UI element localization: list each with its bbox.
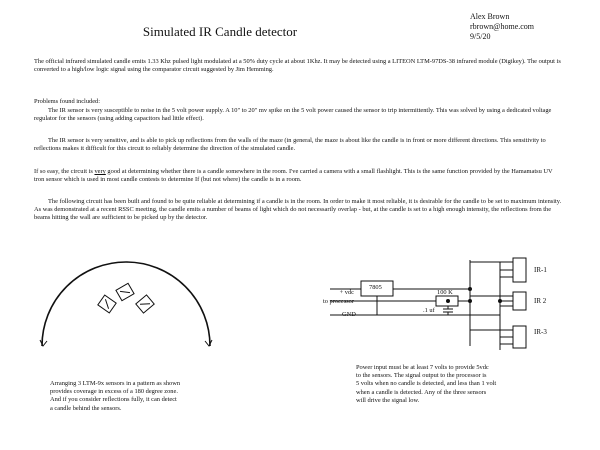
arc-arrow-right (205, 340, 212, 346)
arc-arrow-left (40, 340, 47, 346)
circuit-caption (356, 364, 556, 405)
circuit-caption-line: to the sensors. The signal output to the processor is (356, 372, 487, 380)
problem-paragraph-1: The IR sensor is very susceptible to noise in the 5 volt power supply. A 10" to 20" mv spike on the 5 volt power caused the sensor to trip intermittently. This was solved by using a dedicated voltage regulator for the sensors (using adding capacitors had little effect). (34, 107, 552, 123)
page-title: Simulated IR Candle detector (142, 24, 298, 39)
junction-a (469, 288, 472, 291)
label-to-processor: to processor (322, 298, 354, 305)
circuit-caption-line: 5 volts when no candle is detected, and less than 1 volt (356, 380, 497, 388)
problems-heading: Problems found included: (34, 98, 101, 105)
sensor-caption-line: provides coverage in excess of a 180 degree zone. (50, 388, 178, 396)
author-block (470, 12, 534, 42)
sensor-caption-line: a candle behind the sensors. (50, 404, 122, 412)
intro-text-2: The output is converted to a high/low logic signal using the comparator circuit suggested by Jim Hemming. (34, 58, 561, 74)
problem-paragraph-4: The following circuit has been built and found to be quite reliable at determining if a candle is in the room. In order to make it most reliable, it is desirable for the candle to be set to maximum intensity. As was demonstrated at a recent RSSC meeting, the candle emits a number of beams of light which do not necessarily overlap - but, at the candle is set to a high enough intensity, the reflections from the beams hitting the wall are sufficient to be picked up by the detector. (34, 198, 562, 222)
circuit-caption-line: when a candle is detected. Any of the three sensors (356, 388, 487, 396)
ir-module-3 (513, 326, 526, 348)
problem-paragraph-3 (34, 168, 564, 184)
label-ir1: IR-1 (534, 266, 547, 274)
junction-b (469, 300, 472, 303)
paragraph-3-text-b: good at determining whether there is a candle somewhere in the room. I've carried a camera with a small flashlight. This is the same function provided by the Hamamatsu UV tron sensor which is used in most candle contests to determine If (but not where) the candle is in a room. (34, 168, 553, 184)
label-regulator: 7805 (369, 284, 382, 291)
intro-text-1: The official infrared simulated candle emits 1.33 Khz pulsed light modulated at a 50% duty cycle at about 1Khz. It may be detected using a LITEON LTM-97DS-38 infrared module (Digikey). (34, 58, 526, 65)
label-input-vdc: + vdc (339, 289, 354, 296)
label-resistor: 100 K (437, 289, 453, 296)
label-ir2: IR 2 (534, 297, 547, 305)
junction-d (499, 300, 502, 303)
author-email: rbrown@home.com (470, 22, 535, 31)
junction-c (447, 300, 450, 303)
sensor-left (98, 295, 116, 313)
paragraph-3-text-a: If so easy, the circuit is (34, 168, 95, 175)
intro-paragraph (34, 58, 564, 74)
sensor-caption-line: And if you consider reflections fully, it can detect (50, 396, 177, 404)
resistor-100k (436, 296, 458, 306)
author-date: 9/5/20 (470, 32, 491, 41)
coverage-arc (42, 262, 210, 346)
circuit-caption-line: Power input must be at least 7 volts to provide 5vdc (356, 364, 489, 371)
author-name: Alex Brown (470, 12, 510, 21)
label-ir3: IR-3 (534, 328, 547, 336)
sensor-caption-line: Arranging 3 LTM-9x sensors in a pattern as shown (50, 380, 181, 387)
sensor-center (116, 283, 134, 300)
label-gnd: GND (342, 311, 356, 318)
ir-module-2 (513, 292, 526, 310)
problem-paragraph-2: The IR sensor is very sensitive, and is able to pick up reflections from the walls of the maze (in general, the maze is about like the candle is in front or more different directions. This sensitivity to reflections makes it difficult for this circuit to reliably determine the direction of the simulated candle. (34, 137, 546, 153)
sensor-caption (50, 380, 250, 413)
label-capacitor: .1 uf (423, 307, 435, 314)
ir-module-1 (513, 258, 526, 282)
circuit-caption-line: will drive the signal low. (356, 396, 420, 404)
sensor-right (136, 295, 154, 313)
paragraph-3-emphasis: very (94, 168, 106, 175)
